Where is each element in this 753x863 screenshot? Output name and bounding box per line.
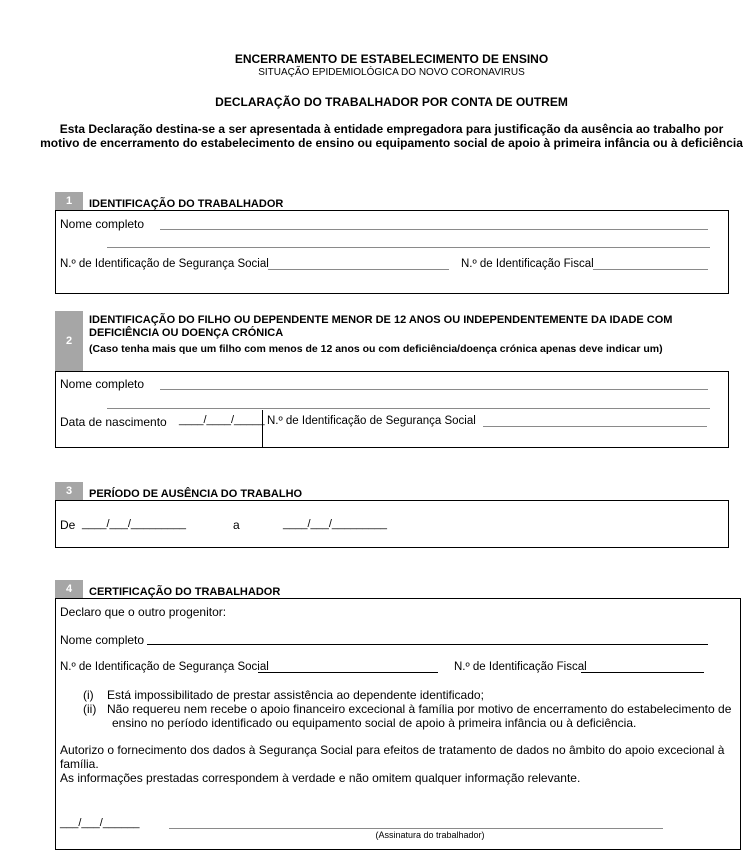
parent-nif-field[interactable] (581, 672, 704, 673)
birth-date-label: Data de nascimento (60, 415, 167, 429)
item-2-text-line1: Não requereu nem recebe o apoio financeiro excecional à família por motivo de encerramento do estabelecimento de (107, 702, 732, 716)
item-2-text-line2: ensino no período identificado ou equipamento social de apoio à primeira infância ou à deficiência. (112, 716, 637, 730)
section-1-badge: 1 (55, 192, 83, 210)
section-1-title: IDENTIFICAÇÃO DO TRABALHADOR (89, 198, 284, 210)
declare-text: Declaro que o outro progenitor: (60, 605, 227, 619)
period-from-label: De (60, 518, 76, 532)
section-2-box (55, 371, 729, 448)
intro-text: Esta Declaração destina-se a ser apresentada à entidade empregadora para justificação da ausência ao trabalho por motivo de encerramento do estabelecimento de ensino ou equipamento social de apoio à primeira infância ou à deficiência (40, 122, 743, 150)
section-3-title: PERÍODO DE AUSÊNCIA DO TRABALHO (89, 488, 303, 500)
period-from-field[interactable]: ____/___/_________ (82, 518, 186, 530)
section-2-title-line1: IDENTIFICAÇÃO DO FILHO OU DEPENDENTE MENOR DE 12 ANOS OU INDEPENDENTEMENTE DA IDADE COM (89, 314, 673, 326)
section-4-title: CERTIFICAÇÃO DO TRABALHADOR (89, 586, 281, 598)
birth-date-field[interactable]: ____/____/_____ (179, 414, 265, 426)
period-to-label: a (233, 518, 240, 532)
child-name-field[interactable] (160, 389, 708, 390)
item-1-marker: (i) (83, 688, 94, 702)
section-1-box (55, 210, 729, 294)
worker-nif-label: N.º de Identificação Fiscal (461, 258, 594, 270)
section-2-badge: 2 (55, 311, 83, 371)
worker-niss-field[interactable] (268, 269, 449, 270)
item-2-marker: (ii) (83, 702, 97, 716)
signature-field[interactable] (169, 828, 663, 829)
signature-caption: (Assinatura do trabalhador) (375, 830, 485, 840)
parent-niss-field[interactable] (258, 672, 438, 673)
worker-name-field[interactable] (160, 229, 708, 230)
section-4-badge: 4 (55, 580, 83, 598)
worker-niss-label: N.º de Identificação de Segurança Social (60, 258, 269, 270)
section-2-note: (Caso tenha mais que um filho com menos de 12 anos ou com deficiência/doença crónica apenas deve indicar um) (89, 343, 663, 355)
signature-date-field[interactable]: ___/___/______ (60, 817, 140, 829)
child-name-field-line2[interactable] (107, 408, 710, 409)
worker-name-label: Nome completo (60, 217, 145, 231)
period-to-field[interactable]: ____/___/_________ (283, 518, 387, 530)
parent-name-label: Nome completo (60, 633, 145, 647)
worker-name-field-line2[interactable] (107, 247, 710, 248)
child-niss-label: N.º de Identificação de Segurança Social (267, 415, 476, 427)
parent-nif-label: N.º de Identificação Fiscal (454, 661, 587, 673)
child-name-label: Nome completo (60, 377, 145, 391)
worker-nif-field[interactable] (593, 269, 708, 270)
truth-text: As informações prestadas correspondem à verdade e não omitem qualquer informação relevante. (60, 771, 581, 785)
child-niss-field[interactable] (483, 426, 707, 427)
section-2-title-line2: DEFICIÊNCIA OU DOENÇA CRÓNICA (89, 327, 284, 339)
section-3-badge: 3 (55, 482, 83, 500)
document-title: ENCERRAMENTO DE ESTABELECIMENTO DE ENSINO (234, 52, 549, 66)
parent-name-field[interactable] (147, 644, 708, 645)
document-subtitle: SITUAÇÃO EPIDEMIOLÓGICA DO NOVO CORONAVIRUS (258, 67, 525, 78)
parent-niss-label: N.º de Identificação de Segurança Social (60, 661, 269, 673)
authorize-text: Autorizo o fornecimento dos dados à Segurança Social para efeitos de tratamento de dados no âmbito do apoio excecional à família. (60, 743, 725, 771)
item-1-text: Está impossibilitado de prestar assistência ao dependente identificado; (107, 688, 484, 702)
declaration-title: DECLARAÇÃO DO TRABALHADOR POR CONTA DE OUTREM (215, 95, 568, 109)
